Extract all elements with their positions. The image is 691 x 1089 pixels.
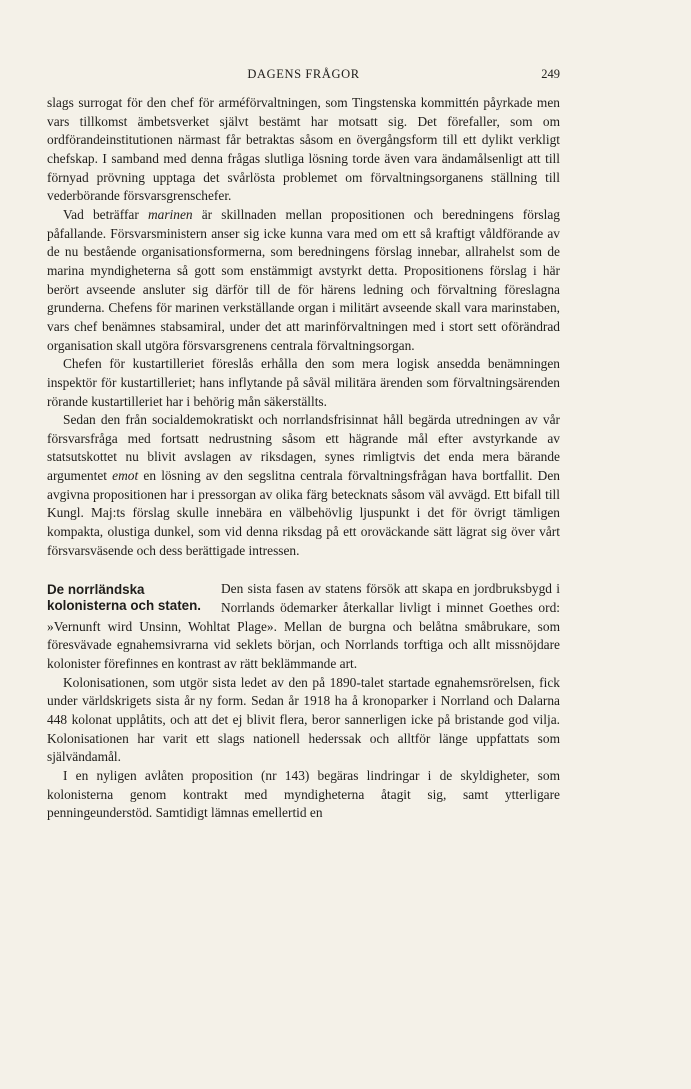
paragraph-2 [47,206,560,355]
paragraph-4-text-a: Sedan den från socialdemokratiskt och norrlandsfrisinnat håll begärda utredningen av vår försvarsfråga med fortsatt nedrustning såsom ett hägrande mål efter avstyrkande av statsutskottet nu blivit avslagen av riksdagen, synes rimligtvis det enda mera bärande argumentet [47,412,560,484]
paragraph-4 [47,411,560,560]
paragraph-2-emphasis: marinen [147,206,193,222]
paragraph-4-text-b: en lösning av den segslitna centrala förvaltningsfrågan hava bortfallit. Den avgivna propositionen har i pressorgan av olika färg betecknats såsom väl avvägd. Ett bifall till Kungl. Maj:ts förslag skulle innebära en välbehövlig ljuspunkt i det för övrigt tämligen kompakta, olustiga dunkel, som vid denna riksdag på ett oroväckande sätt lägrat sig över vårt försvarsväsende och dess berättigade intressen. [47,468,560,558]
paragraph-6: Kolonisationen, som utgör sista ledet av den på 1890-talet startade egnahemsrörelsen, fick under världskrigets sista år ny form. Sedan år 1918 ha å kronoparker i Norrland och Dalarna 448 kolonat upplåtits, och att det ej blivit flera, beror sannerligen icke på bristande god vilja. Kolonisationen har varit ett slags nationell hederssak och alltför länge uppfattats som självändamål. [47,674,560,765]
running-head-title: DAGENS FRÅGOR [247,67,360,81]
paragraph-2-text-b: är skillnaden mellan propositionen och beredningens förslag påfallande. Försvarsministern anser sig icke kunna vara med om ett så kraftigt våldförande av de nu bestående organisationsformerna, som beredningens förslag innebar, allrahelst som de marina myndigheterna så gott som enstämmigt avstyrkt detta. Propositionens förslag i här berört avseende ansluter sig därför till de för härens ledning och förvaltning föreslagna grunderna. Chefens för marinen verkställande organ i militärt avseende skall vara marinstaben, vars chef benämnes stabsamiral, under det att marinförvaltningen med i stort sett oförändrad organisation skall utgöra försvarsgrenens centrala förvaltningsorgan. [47,206,560,353]
section-norrland-colonists [47,580,560,823]
paragraph-4-emphasis: emot [112,468,139,484]
paragraph-7: I en nyligen avlåten proposition (nr 143) begäras lindringar i de skyldigheter, som kolonisterna genom kontrakt med myndigheterna åtagit sig, samt ytterligare penningeunderstöd. Samtidigt lämnas emellertid en [47,767,560,821]
body-text [47,94,560,823]
paragraph-3: Chefen för kustartilleriet föreslås erhålla den som mera logisk ansedda benämningen inspektör för kustartilleriet; hans inflytande på såväl militära ärenden som förvaltningsärenden rörande kustartilleriet har i behörig mån säkerställts. [47,356,560,409]
paragraph-5: Den sista fasen av statens försök att skapa en jordbruksbygd i Norrlands ödemarker återkallar livligt i minnet Goethes ord: »Vernunft wird Unsinn, Wohltat Plage». Mellan de burgna och belåtna småbrukare, som föresvävade egnahemsivrarna vid seklets början, och Norrlands torftiga och allt missnöjdare kolonister förefinnes en kontrast av rätt beklämmande art. [47,581,560,672]
paragraph-1: slags surrogat för den chef för arméförvaltningen, som Tingstenska kommittén påyrkade men vars tillkomst ämbetsverket självt bestämt har motsatt sig. Det förefaller, som om ordförandeinstitutionen närmast får betraktas såsom en övergångsform till ett dylikt verkligt chefskap. I samband med denna frågas slutliga lösning torde även vara ändamålsenligt att till förnyad prövning upptaga det svårlösta problemet om förvaltningsorganens ställning till vederbörande försvarsgrenschefer. [47,95,560,204]
paragraph-2-text-a: Vad beträffar [63,206,148,222]
running-head [47,67,560,85]
page-number: 249 [541,67,560,81]
section-heading: De norrländska kolonisterna och staten. [47,582,202,614]
